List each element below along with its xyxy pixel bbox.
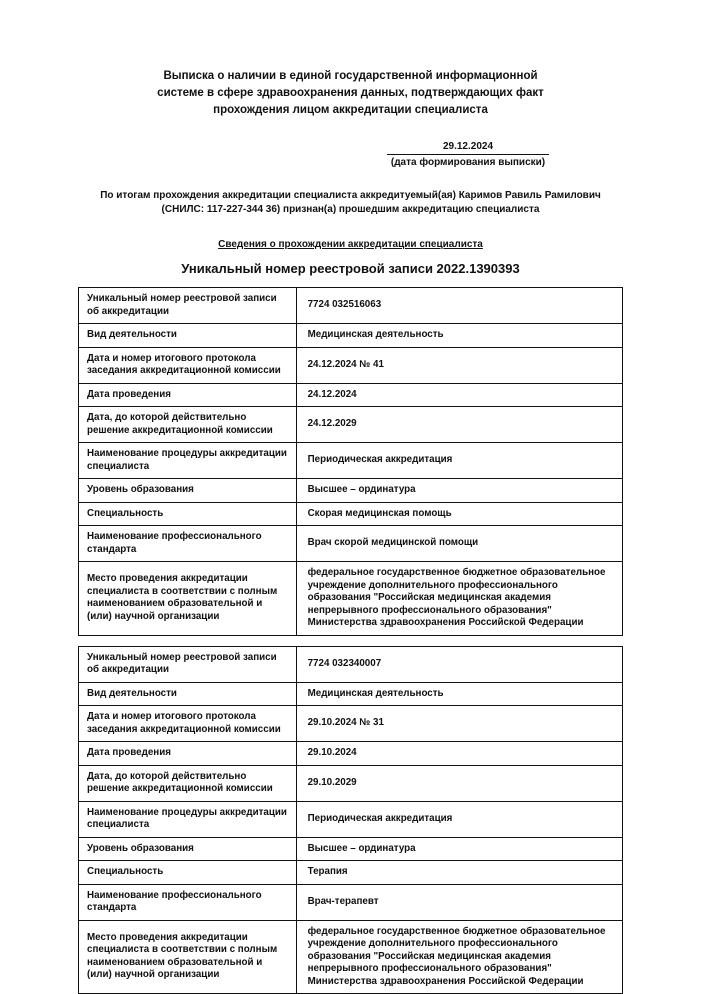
row-label: Наименование профессионального стандарта	[79, 884, 297, 920]
row-value: Медицинская деятельность	[296, 324, 622, 348]
row-value: Периодическая аккредитация	[296, 443, 622, 479]
row-value: Периодическая аккредитация	[296, 801, 622, 837]
row-label: Специальность	[79, 502, 297, 526]
accreditation-table-1	[78, 287, 623, 636]
row-label: Дата, до которой действительно решение аккредитационной комиссии	[79, 765, 297, 801]
row-value: 24.12.2024 № 41	[296, 347, 622, 383]
row-value: федеральное государственное бюджетное образовательное учреждение дополнительного профессионального образования "Российская медицинская академия непрерывного профессионального образования" Министерства здравоохранения Российской Федерации	[296, 920, 622, 994]
table-row	[79, 706, 623, 742]
row-label: Уровень образования	[79, 837, 297, 861]
table-row	[79, 801, 623, 837]
table-row	[79, 443, 623, 479]
row-label: Уникальный номер реестровой записи об аккредитации	[79, 646, 297, 682]
accreditation-table-2	[78, 646, 623, 994]
row-value: 24.12.2024	[296, 383, 622, 407]
extract-date-block	[387, 141, 549, 168]
row-value: 7724 032516063	[296, 288, 622, 324]
row-label: Дата и номер итогового протокола заседания аккредитационной комиссии	[79, 347, 297, 383]
row-label: Дата проведения	[79, 742, 297, 766]
row-value: Врач-терапевт	[296, 884, 622, 920]
row-value: Высшее – ординатура	[296, 837, 622, 861]
row-value: Терапия	[296, 861, 622, 885]
table-row	[79, 646, 623, 682]
row-label: Дата проведения	[79, 383, 297, 407]
row-value: Врач скорой медицинской помощи	[296, 526, 622, 562]
table-row	[79, 765, 623, 801]
row-label: Вид деятельности	[79, 682, 297, 706]
table-row	[79, 884, 623, 920]
table-row	[79, 837, 623, 861]
table-row	[79, 347, 623, 383]
table-row	[79, 742, 623, 766]
extract-date-caption: (дата формирования выписки)	[387, 155, 549, 168]
table-row	[79, 682, 623, 706]
row-value: федеральное государственное бюджетное образовательное учреждение дополнительного профессионального образования "Российская медицинская академия непрерывного профессионального образования" Министерства здравоохранения Российской Федерации	[296, 562, 622, 636]
row-value: 29.10.2024	[296, 742, 622, 766]
table-row	[79, 562, 623, 636]
row-label: Вид деятельности	[79, 324, 297, 348]
document-title	[78, 68, 623, 119]
row-label: Наименование процедуры аккредитации специалиста	[79, 801, 297, 837]
row-label: Наименование профессионального стандарта	[79, 526, 297, 562]
table-row	[79, 407, 623, 443]
table-row	[79, 920, 623, 994]
row-value: 7724 032340007	[296, 646, 622, 682]
row-value: 24.12.2029	[296, 407, 622, 443]
row-label: Дата и номер итогового протокола заседания аккредитационной комиссии	[79, 706, 297, 742]
table-row	[79, 861, 623, 885]
row-label: Специальность	[79, 861, 297, 885]
title-line: Выписка о наличии в единой государственной информационной	[78, 68, 623, 85]
row-label: Место проведения аккредитации специалиста в соответствии с полным наименованием образовательной и (или) научной организации	[79, 920, 297, 994]
row-value: Медицинская деятельность	[296, 682, 622, 706]
row-value: 29.10.2024 № 31	[296, 706, 622, 742]
section-title: Сведения о прохождении аккредитации специалиста	[78, 239, 623, 250]
row-label: Дата, до которой действительно решение аккредитационной комиссии	[79, 407, 297, 443]
table-row	[79, 288, 623, 324]
row-label: Наименование процедуры аккредитации специалиста	[79, 443, 297, 479]
table-row	[79, 383, 623, 407]
intro-paragraph: По итогам прохождения аккредитации специалиста аккредитуемый(ая) Каримов Равиль Рамилович (СНИЛС: 117-227-344 36) признан(а) прошедшим аккредитацию специалиста	[78, 189, 623, 217]
row-value: Высшее – ординатура	[296, 479, 622, 503]
row-label: Уровень образования	[79, 479, 297, 503]
title-line: прохождения лицом аккредитации специалиста	[78, 102, 623, 119]
row-label: Место проведения аккредитации специалиста в соответствии с полным наименованием образовательной и (или) научной организации	[79, 562, 297, 636]
row-value: 29.10.2029	[296, 765, 622, 801]
table-row	[79, 526, 623, 562]
table-row	[79, 324, 623, 348]
registry-number-heading: Уникальный номер реестровой записи 2022.1390393	[78, 261, 623, 276]
table-row	[79, 479, 623, 503]
table-row	[79, 502, 623, 526]
title-line: системе в сфере здравоохранения данных, подтверждающих факт	[78, 85, 623, 102]
row-label: Уникальный номер реестровой записи об аккредитации	[79, 288, 297, 324]
extract-date: 29.12.2024	[387, 141, 549, 155]
row-value: Скорая медицинская помощь	[296, 502, 622, 526]
